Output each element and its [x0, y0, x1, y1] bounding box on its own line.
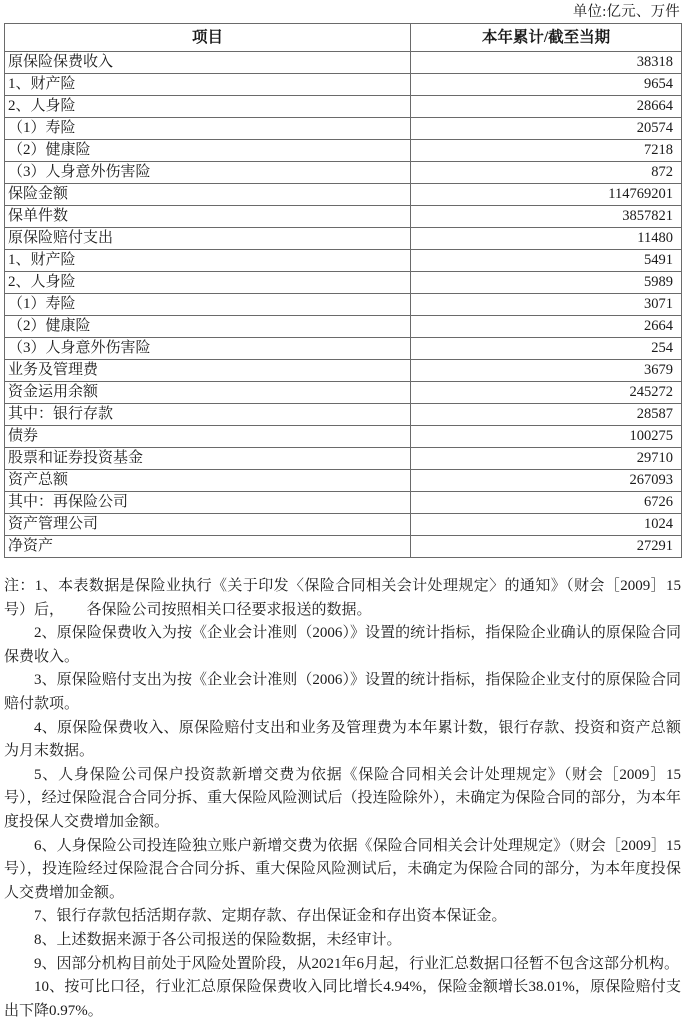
row-item-value: 3857821	[411, 206, 682, 228]
note-paragraph: 4、原保险保费收入、原保险赔付支出和业务及管理费为本年累计数，银行存款、投资和资产总额为月末数据。	[4, 719, 681, 760]
row-item-value: 100275	[411, 426, 682, 448]
column-header-value: 本年累计/截至当期	[411, 24, 682, 52]
row-item-value: 2664	[411, 316, 682, 338]
note-paragraph: 3、原保险赔付支出为按《企业会计准则（2006）》设置的统计指标，指保险企业支付的原保险合同赔付款项。	[4, 672, 681, 712]
row-item-label: 2、人身险	[5, 96, 411, 118]
table-row	[5, 492, 682, 514]
table-header	[5, 24, 682, 52]
row-item-value: 7218	[411, 140, 682, 162]
notes-section	[0, 575, 685, 1023]
note-paragraph: 9、因部分机构目前处于风险处置阶段，从2021年6月起，行业汇总数据口径暂不包含这部分机构。	[34, 955, 680, 972]
table-row	[5, 426, 682, 448]
row-item-value: 29710	[411, 448, 682, 470]
row-item-value: 114769201	[411, 184, 682, 206]
row-item-value: 872	[411, 162, 682, 184]
row-item-value: 1024	[411, 514, 682, 536]
table-row	[5, 206, 682, 228]
row-item-value: 27291	[411, 536, 682, 558]
row-item-value: 9654	[411, 74, 682, 96]
row-item-value: 38318	[411, 52, 682, 74]
row-item-value: 20574	[411, 118, 682, 140]
row-item-value: 3679	[411, 360, 682, 382]
row-item-label: 保险金额	[5, 184, 411, 206]
table-row	[5, 162, 682, 184]
row-item-value: 5491	[411, 250, 682, 272]
table-body	[5, 52, 682, 558]
insurance-statistics-table	[4, 23, 682, 558]
row-item-label: 其中：再保险公司	[5, 492, 411, 514]
row-item-label: （2）健康险	[5, 316, 411, 338]
note-paragraph: 8、上述数据来源于各公司报送的保险数据，未经审计。	[34, 931, 402, 948]
table-row	[5, 250, 682, 272]
row-item-value: 5989	[411, 272, 682, 294]
row-item-value: 254	[411, 338, 682, 360]
table-row	[5, 338, 682, 360]
row-item-label: 1、财产险	[5, 74, 411, 96]
note-paragraph: 10、按可比口径，行业汇总原保险保费收入同比增长4.94%，保险金额增长38.01%，原保险赔付支出下降0.97%。	[4, 979, 681, 1019]
row-item-label: 股票和证券投资基金	[5, 448, 411, 470]
note-paragraph: 注：1、本表数据是保险业执行《关于印发〈保险合同相关会计处理规定〉的通知》（财会［2009］15号）后， 各保险公司按照相关口径要求报送的数据。	[4, 578, 681, 618]
row-item-value: 3071	[411, 294, 682, 316]
table-row	[5, 404, 682, 426]
note-paragraph: 5、人身保险公司保户投资款新增交费为依据《保险合同相关会计处理规定》（财会［2009］15号），经过保险混合合同分拆、重大保险风险测试后（投连险除外），未确定为保险合同的部分，为本年度投保人交费增加金额。	[4, 766, 681, 830]
row-item-label: （2）健康险	[5, 140, 411, 162]
note-paragraph: 6、人身保险公司投连险独立账户新增交费为依据《保险合同相关会计处理规定》（财会［2009］15号），投连险经过保险混合合同分拆、重大保险风险测试后，未确定为保险合同的部分，为本年度投保人交费增加金额。	[4, 837, 681, 901]
table-header-row	[5, 24, 682, 52]
table-row	[5, 514, 682, 536]
table-row	[5, 140, 682, 162]
row-item-label: 2、人身险	[5, 272, 411, 294]
table-row	[5, 470, 682, 492]
note-paragraph: 7、银行存款包括活期存款、定期存款、存出保证金和存出资本保证金。	[34, 908, 507, 925]
row-item-label: 资产总额	[5, 470, 411, 492]
row-item-label: （1）寿险	[5, 118, 411, 140]
row-item-label: （3）人身意外伤害险	[5, 162, 411, 184]
row-item-value: 28664	[411, 96, 682, 118]
row-item-label: 债券	[5, 426, 411, 448]
table-row	[5, 536, 682, 558]
table-row	[5, 74, 682, 96]
row-item-label: 业务及管理费	[5, 360, 411, 382]
row-item-label: 资金运用余额	[5, 382, 411, 404]
table-row	[5, 96, 682, 118]
row-item-label: 净资产	[5, 536, 411, 558]
column-header-item: 项目	[5, 24, 411, 52]
row-item-label: 其中：银行存款	[5, 404, 411, 426]
row-item-label: 资产管理公司	[5, 514, 411, 536]
table-row	[5, 184, 682, 206]
row-item-label: 保单件数	[5, 206, 411, 228]
row-item-value: 11480	[411, 228, 682, 250]
table-row	[5, 228, 682, 250]
unit-label: 单位:亿元、万件	[572, 4, 680, 20]
table-row	[5, 118, 682, 140]
row-item-value: 28587	[411, 404, 682, 426]
row-item-label: 原保险赔付支出	[5, 228, 411, 250]
row-item-label: 1、财产险	[5, 250, 411, 272]
table-row	[5, 316, 682, 338]
row-item-label: 原保险保费收入	[5, 52, 411, 74]
row-item-value: 6726	[411, 492, 682, 514]
table-row	[5, 294, 682, 316]
row-item-value: 267093	[411, 470, 682, 492]
table-row	[5, 382, 682, 404]
table-row	[5, 360, 682, 382]
row-item-label: （3）人身意外伤害险	[5, 338, 411, 360]
row-item-value: 245272	[411, 382, 682, 404]
table-row	[5, 272, 682, 294]
row-item-label: （1）寿险	[5, 294, 411, 316]
note-paragraph: 2、原保险保费收入为按《企业会计准则（2006）》设置的统计指标，指保险企业确认的原保险合同保费收入。	[4, 625, 681, 665]
table-row	[5, 448, 682, 470]
table-row	[5, 52, 682, 74]
